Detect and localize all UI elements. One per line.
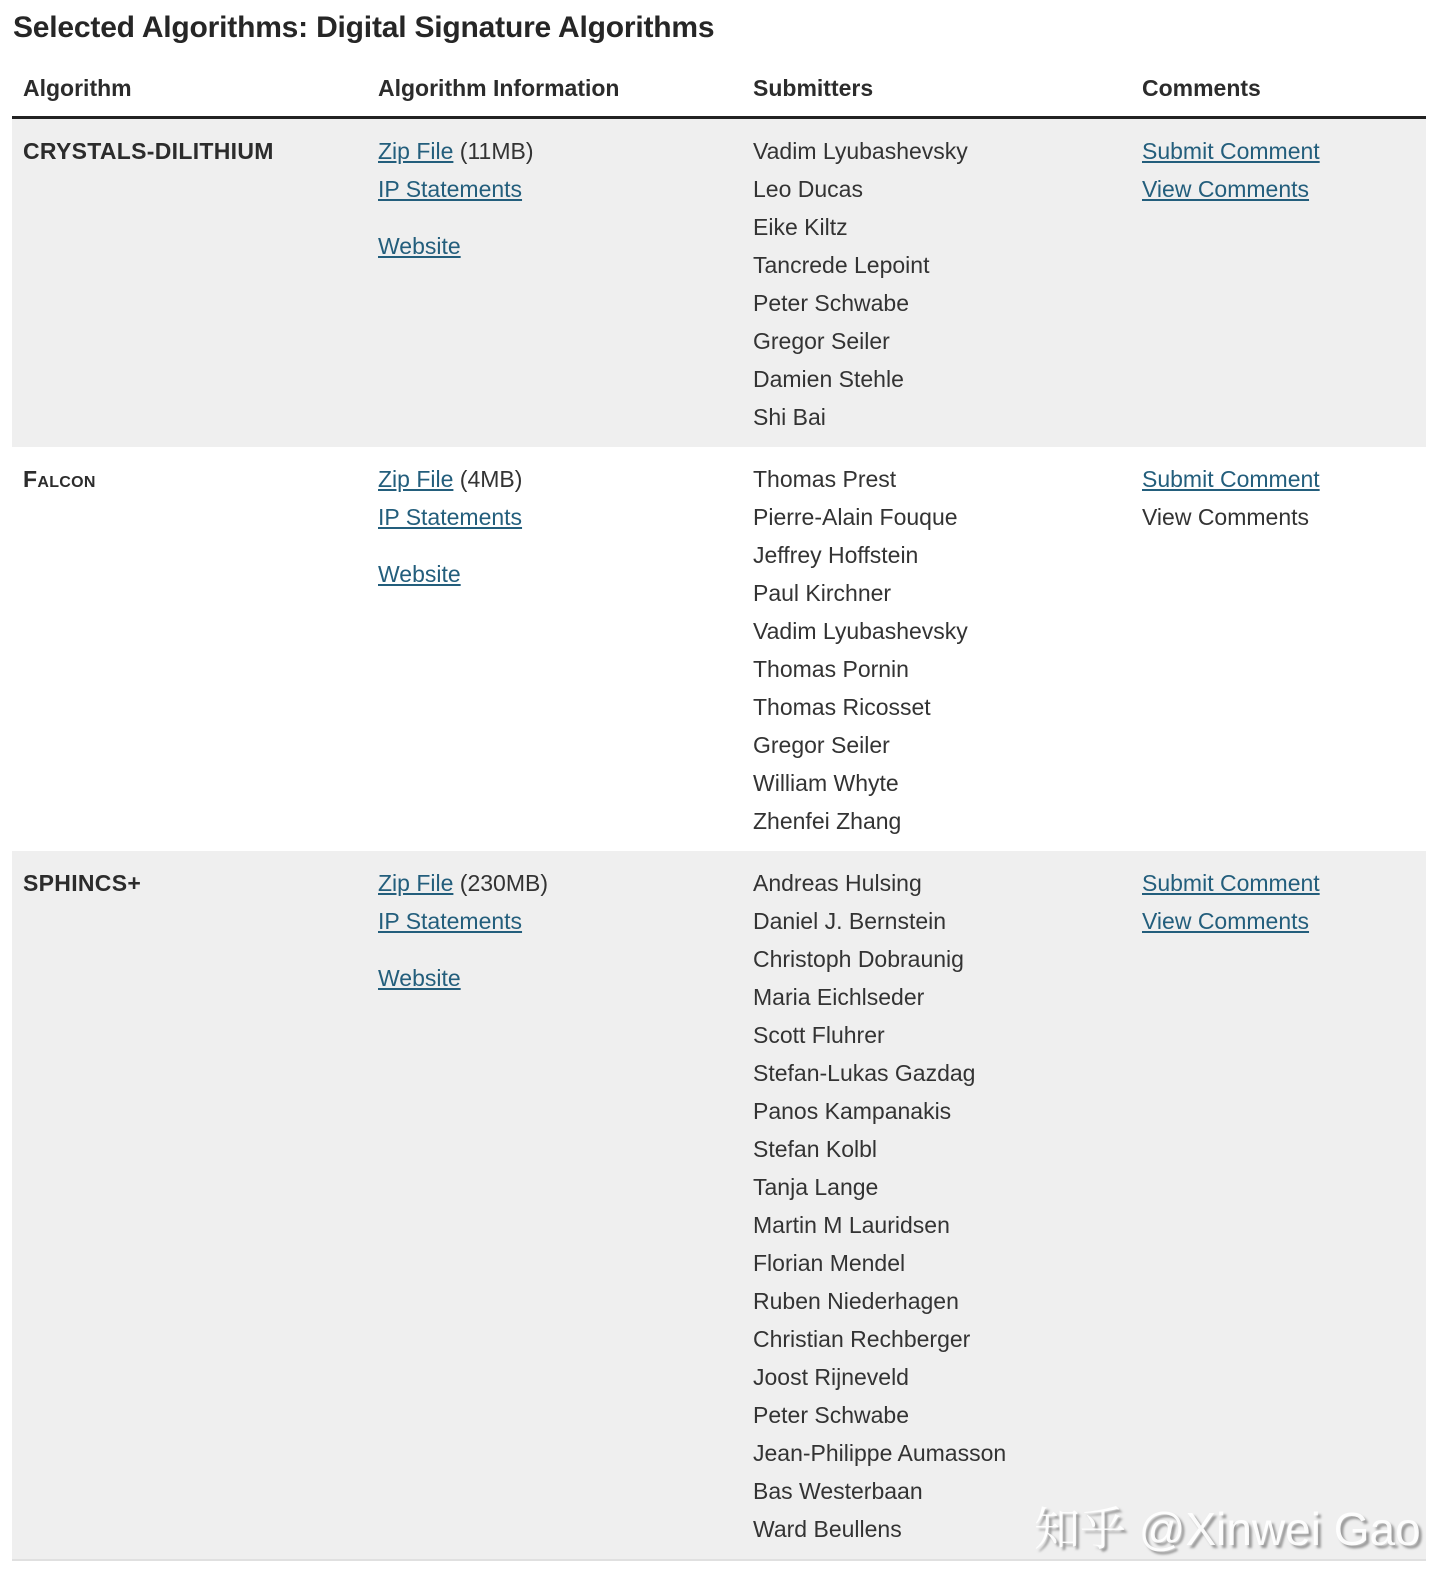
algorithm-cell	[12, 851, 367, 1560]
submitter-name: Pierre-Alain Fouque	[753, 504, 958, 530]
submitters-cell	[742, 118, 1131, 448]
algorithm-name: SPHINCS+	[23, 870, 142, 896]
submitter-name: Christian Rechberger	[753, 1326, 971, 1352]
comments-cell	[1131, 851, 1426, 1560]
page-title: Selected Algorithms: Digital Signature Algorithms	[13, 11, 715, 44]
submitter-name: Thomas Pornin	[753, 656, 909, 682]
submit-comment-link[interactable]: Submit Comment	[1142, 466, 1320, 492]
submitter-name: Martin M Lauridsen	[753, 1212, 950, 1238]
submit-comment-link[interactable]: Submit Comment	[1142, 138, 1320, 164]
submitter-name: Thomas Prest	[753, 466, 897, 492]
submitter-name: Leo Ducas	[753, 176, 863, 202]
algorithm-cell	[12, 447, 367, 851]
submitter-name: Scott Fluhrer	[753, 1022, 885, 1048]
submitter-name: Ward Beullens	[753, 1516, 902, 1542]
table-row-sphincs-plus	[12, 851, 1426, 1560]
view-comments-text: View Comments	[1142, 504, 1310, 530]
column-header-comments: Comments	[1131, 75, 1426, 118]
submitter-name: Vadim Lyubashevsky	[753, 138, 968, 164]
algorithm-info-cell	[367, 851, 742, 1560]
zip-file-size: (11MB)	[459, 138, 534, 164]
submitter-name: Ruben Niederhagen	[753, 1288, 959, 1314]
ip-statements-link[interactable]: IP Statements	[378, 908, 523, 934]
submitter-name: Andreas Hulsing	[753, 870, 922, 896]
algorithm-info-cell	[367, 447, 742, 851]
website-link[interactable]: Website	[378, 561, 461, 587]
ip-statements-link[interactable]: IP Statements	[378, 504, 523, 530]
column-header-algorithm: Algorithm	[12, 75, 367, 118]
column-header-algorithm-information: Algorithm Information	[367, 75, 742, 118]
submitter-name: Damien Stehle	[753, 366, 904, 392]
table-row-falcon	[12, 447, 1426, 851]
submitter-name: Gregor Seiler	[753, 732, 890, 758]
submitters-cell	[742, 851, 1131, 1560]
zip-file-size: (230MB)	[459, 870, 548, 896]
comments-cell	[1131, 118, 1426, 448]
submitter-name: Stefan Kolbl	[753, 1136, 878, 1162]
submitter-name: Shi Bai	[753, 404, 826, 430]
zip-file-link[interactable]: Zip File	[378, 138, 454, 164]
submitter-name: Daniel J. Bernstein	[753, 908, 947, 934]
submitters-list	[753, 132, 1121, 436]
algorithm-info-cell	[367, 118, 742, 448]
table-row-crystals-dilithium	[12, 118, 1426, 448]
submitter-name: Tancrede Lepoint	[753, 252, 930, 278]
submitter-name: Peter Schwabe	[753, 290, 909, 316]
submitter-name: Thomas Ricosset	[753, 694, 931, 720]
submitter-name: Peter Schwabe	[753, 1402, 909, 1428]
website-link[interactable]: Website	[378, 233, 461, 259]
zip-file-size: (4MB)	[459, 466, 523, 492]
submitter-name: Tanja Lange	[753, 1174, 879, 1200]
submitter-name: Jeffrey Hoffstein	[753, 542, 919, 568]
submitters-list	[753, 460, 1121, 840]
zip-file-link[interactable]: Zip File	[378, 466, 454, 492]
view-comments-link[interactable]: View Comments	[1142, 176, 1310, 202]
watermark: 知乎 @Xinwei Gao	[1034, 1503, 1421, 1555]
view-comments-link[interactable]: View Comments	[1142, 908, 1310, 934]
column-header-submitters: Submitters	[742, 75, 1131, 118]
submitter-name: Christoph Dobraunig	[753, 946, 964, 972]
submitter-name: Stefan-Lukas Gazdag	[753, 1060, 976, 1086]
submitter-name: Maria Eichlseder	[753, 984, 925, 1010]
submitters-cell	[742, 447, 1131, 851]
submitter-name: Gregor Seiler	[753, 328, 890, 354]
algorithm-cell	[12, 118, 367, 448]
submitter-name: Joost Rijneveld	[753, 1364, 909, 1390]
algorithm-name: CRYSTALS-DILITHIUM	[23, 138, 274, 164]
submitter-name: Vadim Lyubashevsky	[753, 618, 968, 644]
submitter-name: Bas Westerbaan	[753, 1478, 923, 1504]
submitter-name: William Whyte	[753, 770, 899, 796]
submitter-name: Panos Kampanakis	[753, 1098, 952, 1124]
submitter-name: Jean-Philippe Aumasson	[753, 1440, 1007, 1466]
algorithm-name: Falcon	[23, 466, 96, 492]
submitter-name: Paul Kirchner	[753, 580, 892, 606]
algorithms-table	[12, 75, 1426, 1561]
website-link[interactable]: Website	[378, 965, 461, 991]
ip-statements-link[interactable]: IP Statements	[378, 176, 523, 202]
submitter-name: Zhenfei Zhang	[753, 808, 902, 834]
comments-cell	[1131, 447, 1426, 851]
submitters-list	[753, 864, 1121, 1548]
header-row	[12, 75, 1426, 118]
submitter-name: Eike Kiltz	[753, 214, 848, 240]
submitter-name: Florian Mendel	[753, 1250, 906, 1276]
zip-file-link[interactable]: Zip File	[378, 870, 454, 896]
submit-comment-link[interactable]: Submit Comment	[1142, 870, 1320, 896]
